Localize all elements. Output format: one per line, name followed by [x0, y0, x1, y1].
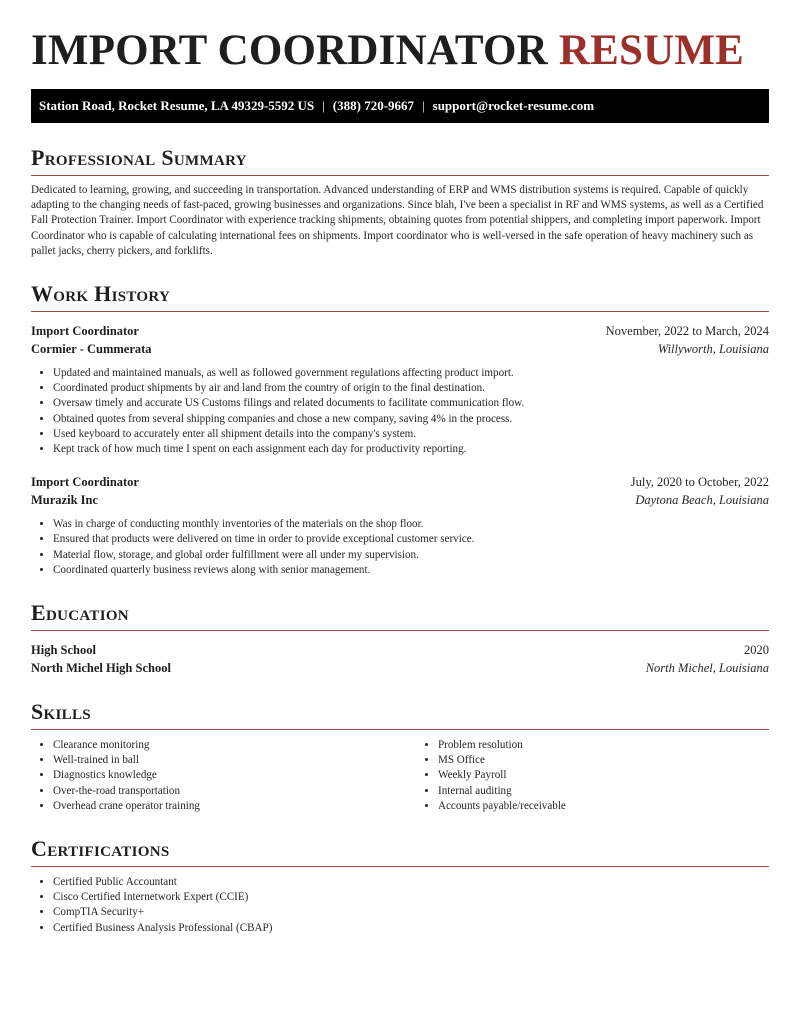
contact-email: support@rocket-resume.com	[432, 98, 595, 113]
skills-list-right	[416, 738, 769, 814]
summary-text: Dedicated to learning, growing, and succeeding in transportation. Advanced understanding of ERP and WMS distribution systems is required. Capable of quickly adapting to the changing needs of fast-paced, growing businesses and organizations. Since blah, I've been a specialist in RF and WMS systems, as well as a Certified Fall Protection Trainer. Import Coordinator with experience tracking shipments, obtaining quotes from potential shippers, and completing import paperwork. Import Coordinator who is capable of calculating international fees on shipments. Import coordinator who is well-versed in the safe operation of heavy machinery such as pallet jacks, cherry pickers, and forklifts.	[31, 184, 764, 257]
list-item: • Well-trained in ball	[53, 753, 416, 768]
skills-list-left	[31, 738, 416, 814]
contact-bar	[31, 89, 769, 123]
list-item: • Problem resolution	[438, 738, 769, 753]
list-item: • CompTIA Security+	[53, 905, 769, 920]
education-entry	[31, 641, 769, 677]
list-item: • Coordinated product shipments by air and land from the country of origin to the final destination.	[53, 381, 769, 396]
title-main: IMPORT COORDINATOR	[31, 27, 548, 74]
list-item: • Weekly Payroll	[438, 768, 769, 783]
skills-grid	[31, 738, 769, 814]
work-history-section	[31, 281, 769, 578]
education-year: 2020	[744, 643, 769, 658]
list-item: • Updated and maintained manuals, as well as followed government regulations affecting product import.	[53, 366, 769, 381]
list-item: • Oversaw timely and accurate US Customs filings and related documents to facilitate communication flow.	[53, 396, 769, 411]
skills-section	[31, 699, 769, 814]
job-title: Import Coordinator	[31, 475, 139, 490]
job-dates: November, 2022 to March, 2024	[605, 324, 769, 339]
list-item: • MS Office	[438, 753, 769, 768]
summary-heading: Professional Summary	[31, 145, 769, 176]
education-section	[31, 600, 769, 677]
job-company: Cormier - Cummerata	[31, 342, 152, 357]
job-title: Import Coordinator	[31, 324, 139, 339]
list-item: • Certified Public Accountant	[53, 875, 769, 890]
education-school: North Michel High School	[31, 661, 171, 676]
list-item: • Clearance monitoring	[53, 738, 416, 753]
education-location: North Michel, Louisiana	[645, 661, 769, 676]
job-location: Daytona Beach, Louisiana	[635, 493, 769, 508]
list-item: • Coordinated quarterly business reviews along with senior management.	[53, 563, 769, 578]
job-dates: July, 2020 to October, 2022	[630, 475, 769, 490]
job-entry	[31, 473, 769, 578]
list-item: • Diagnostics knowledge	[53, 768, 416, 783]
certifications-section	[31, 836, 769, 936]
skills-heading: Skills	[31, 699, 769, 730]
job-company: Murazik Inc	[31, 493, 99, 508]
list-item: • Overhead crane operator training	[53, 799, 416, 814]
list-item: • Material flow, storage, and global order fulfillment were all under my supervision.	[53, 548, 769, 563]
job-bullets	[31, 517, 769, 578]
contact-address: Station Road, Rocket Resume, LA 49329-5592 US	[39, 98, 315, 113]
contact-separator: |	[322, 98, 325, 113]
contact-phone: (388) 720-9667	[332, 98, 415, 113]
education-heading: Education	[31, 600, 769, 631]
list-item: • Internal auditing	[438, 784, 769, 799]
education-degree: High School	[31, 643, 96, 658]
certifications-list	[31, 875, 769, 936]
education-school-row	[31, 659, 769, 677]
title-accent: RESUME	[558, 27, 745, 74]
resume-title	[31, 28, 769, 74]
job-bullets	[31, 366, 769, 457]
job-header-row	[31, 473, 769, 491]
job-company-row	[31, 340, 769, 358]
list-item: • Was in charge of conducting monthly inventories of the materials on the shop floor.	[53, 517, 769, 532]
contact-separator: |	[422, 98, 425, 113]
summary-section	[31, 145, 769, 259]
certifications-heading: Certifications	[31, 836, 769, 867]
list-item: • Obtained quotes from several shipping companies and chose a new company, saving 4% in the process.	[53, 412, 769, 427]
job-company-row	[31, 491, 769, 509]
job-entry	[31, 322, 769, 457]
work-history-heading: Work History	[31, 281, 769, 312]
list-item: • Kept track of how much time I spent on each assignment each day for productivity reporting.	[53, 442, 769, 457]
job-location: Willyworth, Louisiana	[657, 342, 769, 357]
list-item: • Over-the-road transportation	[53, 784, 416, 799]
list-item: • Used keyboard to accurately enter all shipment details into the company's system.	[53, 427, 769, 442]
job-header-row	[31, 322, 769, 340]
list-item: • Accounts payable/receivable	[438, 799, 769, 814]
list-item: • Ensured that products were delivered on time in order to provide exceptional customer service.	[53, 532, 769, 547]
list-item: • Cisco Certified Internetwork Expert (CCIE)	[53, 890, 769, 905]
list-item: • Certified Business Analysis Professional (CBAP)	[53, 921, 769, 936]
education-header-row	[31, 641, 769, 659]
